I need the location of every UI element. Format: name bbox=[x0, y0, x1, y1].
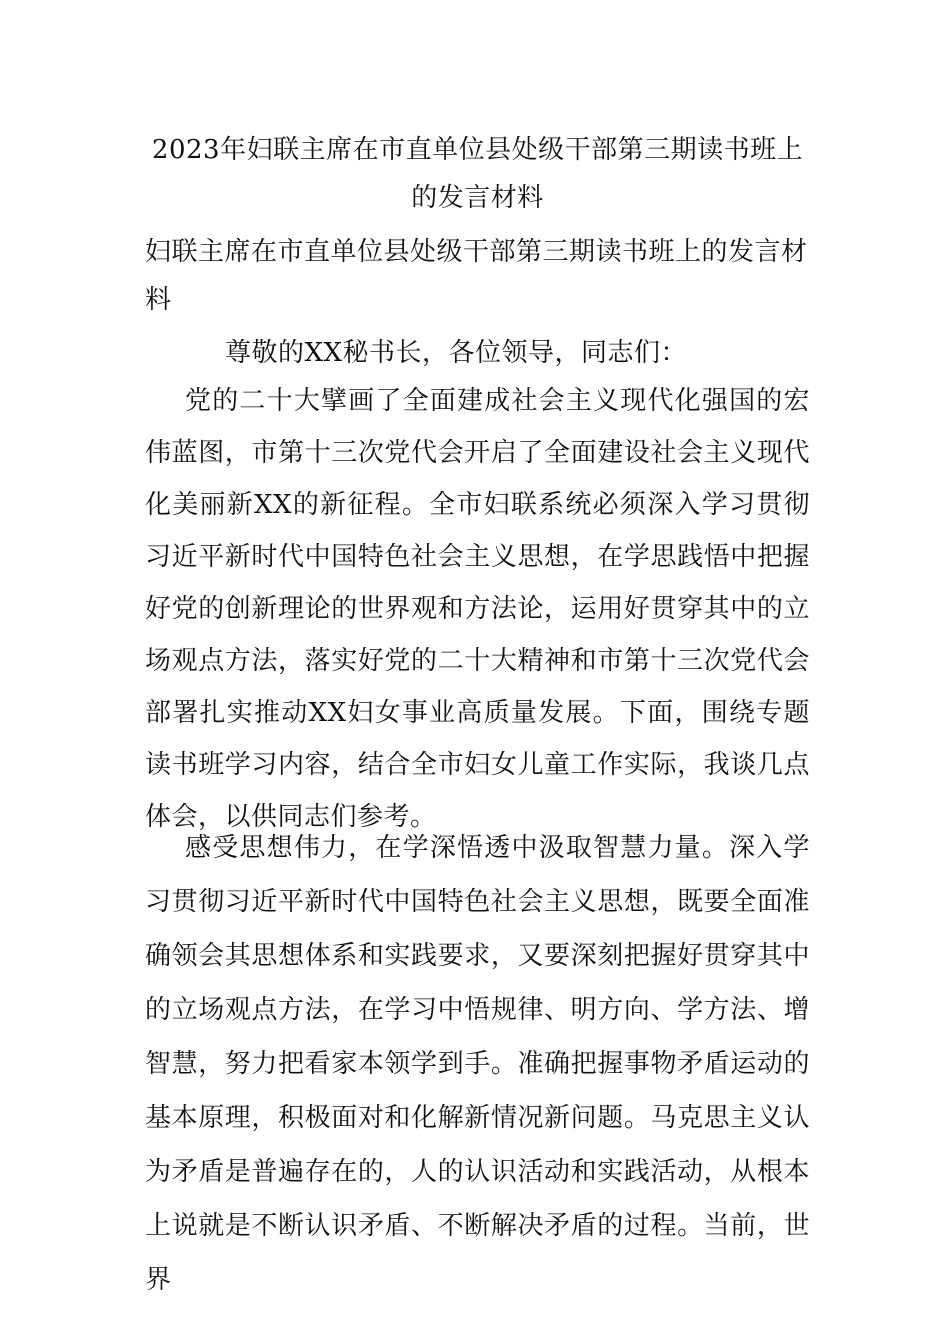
paragraph: 感受思想伟力，在学深悟透中汲取智慧力量。深入学习贯彻习近平新时代中国特色社会主义思想，既要全面准确领会其思想体系和实践要求，又要深刻把握好贯穿其中的立场观点方法，在学习中悟规律、明方向、学方法、增智慧，努力把看家本领学到手。准确把握事物矛盾运动的基本原理，积极面对和化解新情况新问题。马克思主义认为矛盾是普遍存在的，人的认识活动和实践活动，从根本上说就是不断认识矛盾、不断解决矛盾的过程。当前，世界 bbox=[145, 833, 810, 1295]
document-title: 2023年妇联主席在市直单位县处级干部第三期读书班上的发言材料 bbox=[151, 135, 804, 213]
salutation: 尊敬的XX秘书长，各位领导，同志们： bbox=[225, 338, 688, 368]
paragraph: 党的二十大擘画了全面建成社会主义现代化强国的宏伟蓝图，市第十三次党代会开启了全面建设社会主义现代化美丽新XX的新征程。全市妇联系统必须深入学习贯彻习近平新时代中国特色社会主义思想，在学思践悟中把握好党的创新理论的世界观和方法论，运用好贯穿其中的立场观点方法，落实好党的二十大精神和市第十三次党代会部署扎实推动XX妇女事业高质量发展。下面，围绕专题读书班学习内容，结合全市妇女儿童工作实际，我谈几点体会，以供同志们参考。 bbox=[145, 386, 810, 832]
document-subtitle: 妇联主席在市直单位县处级干部第三期读书班上的发言材料 bbox=[145, 237, 808, 315]
